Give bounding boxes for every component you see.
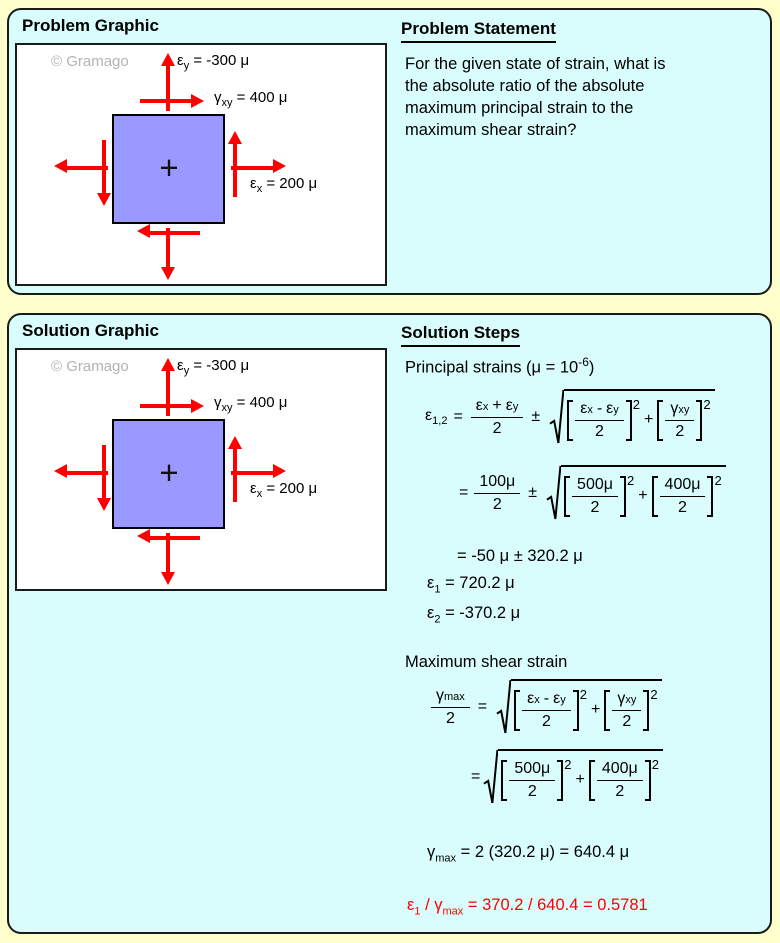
eps1-result: $\varepsilon_1 = 720.2$ μ [427,574,515,596]
problem-statement-line: maximum shear strain? [405,121,577,139]
gxy-label: $\gamma_{xy} = 400$ μ [214,394,288,414]
ex-label: $\varepsilon_x = 200$ μ [250,175,318,195]
watermark: © Gramago [51,53,129,70]
gxy-label: $\gamma_{xy} = 400$ μ [214,89,288,109]
ey-label: $\varepsilon_y = -300$ μ [177,52,250,72]
eq-shear-numeric: = $\frac{500\mu}{2}$ 2 + $\frac{400\mu}{2}$ 2 [471,749,663,805]
problem-strain-diagram [15,43,387,286]
ey-label: $\varepsilon_y = -300$ μ [177,357,250,377]
problem-statement-line: For the given state of strain, what is [405,55,666,73]
solution-graphic-title: Solution Graphic [22,321,159,340]
eps2-result: $\varepsilon_2 = -370.2$ μ [427,604,521,626]
solution-strain-diagram [15,348,387,591]
problem-statement-title: Problem Statement [401,19,556,43]
solution-panel [7,313,772,934]
radical-sign [546,465,561,521]
watermark: © Gramago [51,358,129,375]
principal-strains-heading: Principal strains $(\mu = 10^{-6})$ [405,355,595,377]
center-cross-icon: + [159,149,179,186]
problem-statement-line: maximum principal strain to the [405,99,634,117]
radical-sign [496,679,511,735]
eq-principal-numeric: = $\frac{100\mu}{2}$ ± $\frac{500\mu}{2}$ 2 + $\frac{400\mu}{2}$ 2 [459,465,726,521]
problem-graphic-title: Problem Graphic [22,16,159,35]
problem-panel [7,8,772,295]
solution-steps-title: Solution Steps [401,323,520,347]
gamma-max-result: $\gamma_{max} = 2$ (320.2 μ) = 640.4 μ [427,843,630,865]
radical-sign [549,389,564,445]
eq-principal-symbolic: $\varepsilon_{1,2}$ = ε x + ε y 2 ± ε x - ε y 2 2 + γ xy 2 2 [425,389,715,445]
eq-shear-symbolic: γ max 2 = ε x - ε y 2 2 + γ xy 2 2 [429,679,662,735]
answer-line: $\varepsilon_1 / \gamma_{max} = 370.2 / 640.4 = 0.5781$ [407,896,648,918]
max-shear-heading: Maximum shear strain [405,653,568,671]
radical-sign [483,749,498,805]
eq-principal-result: = -50 μ ± 320.2 μ [457,547,583,565]
center-cross-icon: + [159,454,179,491]
ex-label: $\varepsilon_x = 200$ μ [250,480,318,500]
problem-statement-line: the absolute ratio of the absolute [405,77,645,95]
